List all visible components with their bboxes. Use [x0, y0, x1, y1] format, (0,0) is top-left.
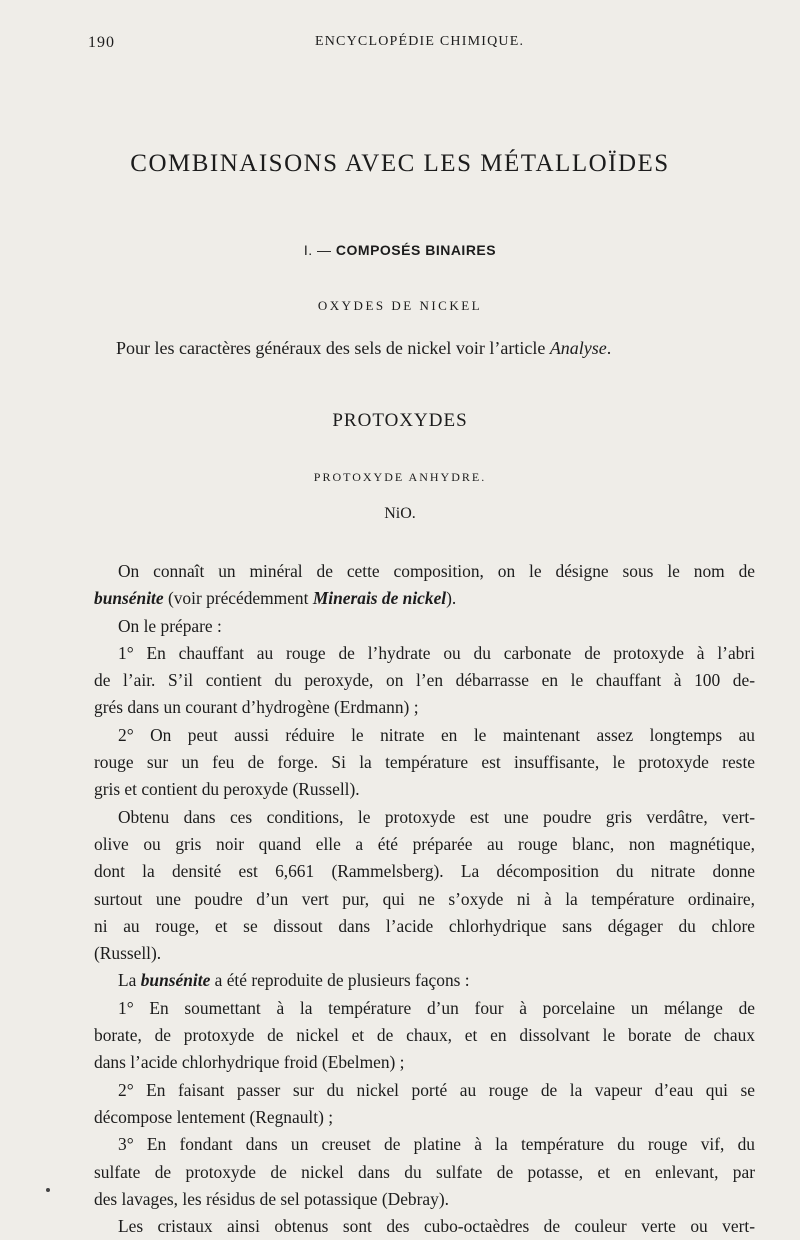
text-run: (Russell).	[94, 943, 162, 964]
text-run: 3° En fondant dans un creuset de platine à la température du rouge vif, du	[118, 1134, 755, 1155]
page-number: 190	[88, 34, 115, 51]
heading-protoxydes: PROTOXYDES	[332, 410, 468, 431]
text-run: sulfate de protoxyde de nickel dans du sulfate de potasse, et en enlevant, par	[94, 1161, 755, 1182]
intro-text-after: .	[606, 338, 612, 358]
section-title: COMBINAISONS AVEC LES MÉTALLOÏDES	[130, 150, 670, 177]
text-line	[94, 722, 755, 749]
text-run: dans l’acide chlorhydrique froid (Ebelmen) ;	[94, 1052, 405, 1073]
text-run: 2° On peut aussi réduire le nitrate en le maintenant assez longtemps au	[118, 724, 755, 745]
emphasized-term: bunsénite	[140, 970, 211, 991]
page-speck	[46, 1188, 50, 1192]
text-line	[94, 886, 755, 913]
text-line	[94, 749, 755, 776]
text-line	[94, 1159, 755, 1186]
text-line	[94, 1049, 755, 1076]
text-line	[94, 995, 755, 1022]
text-run: On le prépare :	[118, 615, 222, 636]
text-run: Les cristaux ainsi obtenus sont des cubo-octaèdres de couleur verte ou vert-	[118, 1216, 755, 1237]
text-run: 2° En faisant passer sur du nickel porté au rouge de la vapeur d’eau qui se	[118, 1079, 755, 1100]
text-run: décompose lentement (Regnault) ;	[94, 1106, 334, 1127]
text-run: grés dans un courant d’hydrogène (Erdmann) ;	[94, 697, 419, 718]
heading-protoxyde-anhydre: PROTOXYDE ANHYDRE.	[313, 470, 487, 484]
text-run: rouge sur un feu de forge. Si la température est insuffisante, le protoxyde reste	[94, 752, 755, 773]
text-line	[94, 1213, 755, 1240]
text-run: a été reproduite de plusieurs façons :	[210, 970, 470, 991]
text-run: On connaît un minéral de cette composition, on le désigne sous le nom de	[118, 561, 755, 581]
text-run: olive ou gris noir quand elle a été préparée au rouge blanc, non magnétique,	[94, 833, 755, 854]
emphasized-term: Minerais de nickel	[312, 588, 447, 609]
text-line	[94, 1022, 755, 1049]
text-run: dont la densité est 6,661 (Rammelsberg). La décomposition du nitrate donne	[94, 861, 755, 882]
text-line	[94, 967, 755, 994]
text-line	[94, 858, 755, 885]
running-title: ENCYCLOPÉDIE CHIMIQUE.	[315, 34, 525, 49]
text-line	[94, 1131, 755, 1158]
intro-text-emphasis: Analyse	[549, 338, 607, 358]
text-line	[94, 558, 755, 585]
text-line	[94, 585, 755, 612]
text-line	[94, 667, 755, 694]
emphasized-term: bunsénite	[94, 588, 164, 609]
intro-paragraph	[116, 338, 756, 359]
text-line	[94, 613, 755, 640]
text-line	[94, 913, 755, 940]
subsection-numeral: I. —	[303, 242, 332, 258]
body-text	[94, 558, 755, 1240]
subheading: OXYDES DE NICKEL	[317, 298, 483, 313]
text-line	[94, 940, 755, 967]
text-run: La	[118, 970, 141, 991]
text-run: des lavages, les résidus de sel potassique (Debray).	[94, 1188, 449, 1209]
text-run: surtout une poudre d’un vert pur, qui ne s’oxyde ni à la température ordinaire,	[94, 888, 755, 909]
text-run: 1° En soumettant à la température d’un four à porcelaine un mélange de	[118, 997, 755, 1018]
intro-text-before: Pour les caractères généraux des sels de nickel voir l’article	[116, 338, 550, 358]
text-run: ).	[446, 588, 457, 609]
subsection-title	[0, 242, 800, 258]
text-run: de l’air. S’il contient du peroxyde, on l’en débarrasse en le chauffant à 100 de-	[94, 670, 755, 691]
text-line	[94, 1186, 755, 1213]
subsection-label: COMPOSÉS BINAIRES	[335, 242, 497, 258]
text-run: (voir précédemment	[163, 588, 313, 609]
text-run: Obtenu dans ces conditions, le protoxyde est une poudre gris verdâtre, vert-	[118, 806, 755, 827]
running-head	[88, 34, 740, 54]
text-run: borate, de protoxyde de nickel et de chaux, et en dissolvant le borate de chaux	[94, 1025, 755, 1046]
text-line	[94, 1077, 755, 1104]
text-line	[94, 776, 755, 803]
text-line	[94, 640, 755, 667]
text-run: gris et contient du peroxyde (Russell).	[94, 779, 360, 800]
text-line	[94, 694, 755, 721]
text-run: ni au rouge, et se dissout dans l’acide chlorhydrique sans dégager du chlore	[94, 915, 755, 936]
text-line	[94, 1104, 755, 1131]
chemical-formula: NiO.	[384, 505, 416, 522]
text-run: 1° En chauffant au rouge de l’hydrate ou du carbonate de protoxyde à l’abri	[118, 642, 755, 663]
text-line	[94, 831, 755, 858]
text-line	[94, 804, 755, 831]
